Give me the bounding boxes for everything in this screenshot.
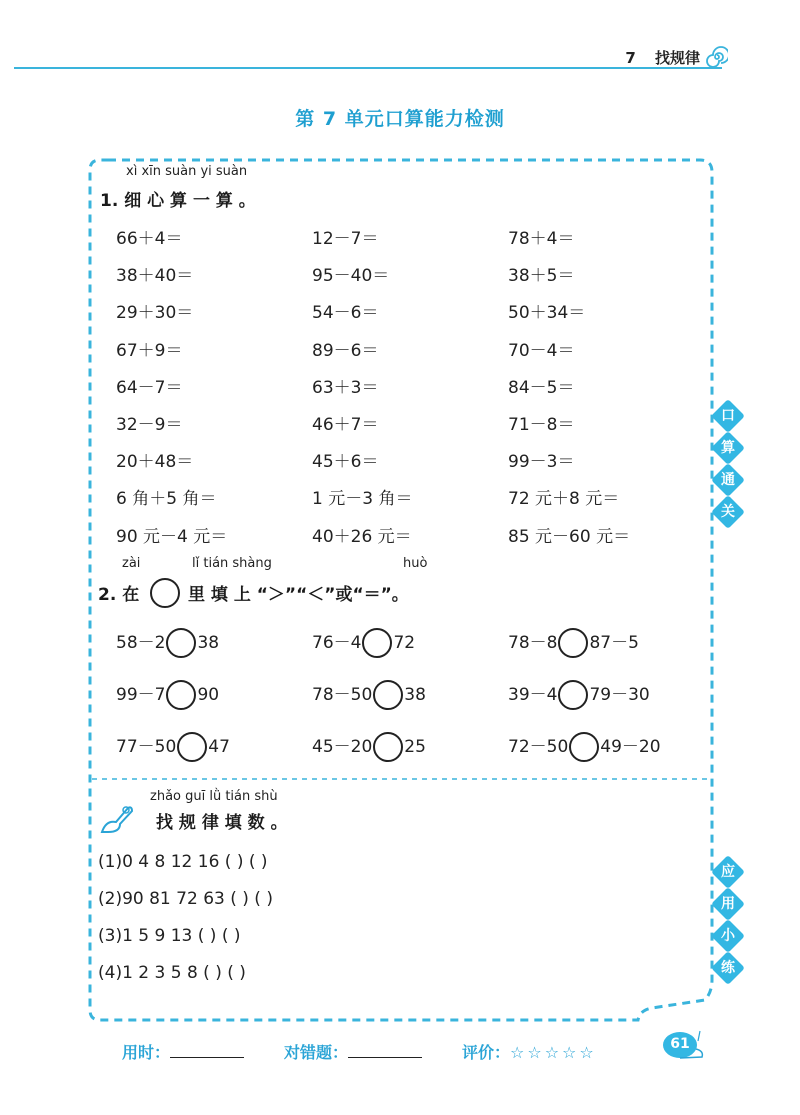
arithmetic-problem: 6 角＋5 角＝: [116, 489, 217, 510]
arithmetic-problem: 50＋34＝: [508, 303, 586, 324]
section1-heading: 1. 细 心 算 一 算 。: [100, 191, 256, 211]
errors-blank: [348, 1057, 422, 1058]
errors-field: [284, 1040, 422, 1063]
arithmetic-problem: 78＋4＝: [508, 229, 575, 249]
unit-number: 7: [625, 49, 636, 67]
arithmetic-problem: 54－6＝: [312, 303, 379, 324]
rating-label: 评价：: [462, 1043, 511, 1062]
time-blank: [170, 1057, 244, 1058]
comparison-left: 78－50: [312, 685, 373, 705]
comparison-right: 72: [393, 633, 416, 653]
arithmetic-problem: 72 元＋8 元＝: [508, 489, 620, 510]
arithmetic-problem: 29＋30＝: [116, 303, 194, 324]
arithmetic-problem: 90 元－4 元＝: [116, 526, 228, 547]
comparison-right: 49－20: [600, 737, 661, 757]
arithmetic-problem: 71－8＝: [508, 415, 575, 435]
comparison-right: 79－30: [589, 685, 650, 705]
pattern-row: (2)90 81 72 63 ( ) ( ): [98, 889, 273, 909]
rating-field: [462, 1040, 597, 1063]
answer-circle-icon: [150, 578, 180, 608]
section2-heading-suffix: 里 填 上 “＞”“＜”或“＝”。: [188, 585, 409, 605]
side-badge: 小: [711, 919, 745, 953]
comparison-problem: [312, 732, 426, 762]
comparison-problem: [508, 628, 639, 658]
answer-circle[interactable]: [166, 628, 196, 658]
arithmetic-problem: 95－40＝: [312, 266, 390, 287]
section3-heading: 找 规 律 填 数 。: [156, 813, 288, 833]
side-badge: 应: [711, 855, 745, 889]
arithmetic-problem: 70－4＝: [508, 340, 575, 361]
answer-circle[interactable]: [558, 680, 588, 710]
time-label: 用时：: [122, 1043, 171, 1062]
section2-pinyin-huo: huò: [403, 556, 428, 571]
answer-circle[interactable]: [373, 732, 403, 762]
side-badge: 练: [711, 951, 745, 985]
arithmetic-problem: 20＋48＝: [116, 452, 194, 473]
arithmetic-problem: 12－7＝: [312, 229, 379, 249]
comparison-left: 99－7: [116, 685, 166, 705]
comparison-problem: [116, 680, 219, 710]
side-badge: 口: [711, 399, 745, 433]
pencil-icon: [98, 802, 138, 836]
comparison-left: 78－8: [508, 633, 558, 653]
section1-pinyin: xì xīn suàn yi suàn: [126, 164, 248, 179]
page-title: 第 7 单元口算能力检测: [295, 108, 505, 130]
arithmetic-problem: 1 元－3 角＝: [312, 489, 413, 510]
arithmetic-problem: 67＋9＝: [116, 340, 183, 361]
arithmetic-problem: 46＋7＝: [312, 415, 379, 435]
comparison-right: 87－5: [589, 633, 639, 653]
arithmetic-problem: 84－5＝: [508, 377, 575, 398]
arithmetic-problem: 63＋3＝: [312, 377, 379, 398]
comparison-left: 58－2: [116, 633, 166, 653]
arithmetic-problem: 66＋4＝: [116, 229, 183, 249]
comparison-right: 47: [208, 737, 230, 757]
comparison-problem: [116, 732, 230, 762]
rating-stars: ☆☆☆☆☆: [510, 1043, 597, 1062]
comparison-left: 77－50: [116, 737, 177, 757]
side-badge: 通: [711, 463, 745, 497]
side-badge: 用: [711, 887, 745, 921]
comparison-problem: [312, 628, 415, 658]
comparison-left: 72－50: [508, 737, 569, 757]
side-badge: 算: [711, 431, 745, 465]
arithmetic-problem: 99－3＝: [508, 452, 575, 473]
comparison-problem: [312, 680, 426, 710]
comparison-problem: [508, 680, 650, 710]
section2-pinyin-zai: zài: [122, 556, 141, 571]
arithmetic-problem: 85 元－60 元＝: [508, 526, 631, 547]
arithmetic-problem: 64－7＝: [116, 377, 183, 398]
side-badge: 关: [711, 495, 745, 529]
arithmetic-problem: 40＋26 元＝: [312, 526, 412, 547]
arithmetic-problem: 32－9＝: [116, 415, 183, 435]
section2-heading-prefix: 2. 在: [98, 585, 140, 605]
comparison-left: 45－20: [312, 737, 373, 757]
answer-circle[interactable]: [373, 680, 403, 710]
comparison-right: 38: [197, 633, 220, 653]
unit-title: 找规律: [654, 49, 700, 67]
comparison-problem: [508, 732, 661, 762]
comparison-right: 38: [404, 685, 426, 705]
time-field: [122, 1040, 244, 1063]
answer-circle[interactable]: [569, 732, 599, 762]
arithmetic-problem: 38＋5＝: [508, 266, 575, 287]
section3-pinyin: zhǎo guī lǜ tián shù: [150, 789, 278, 804]
errors-label: 对错题：: [284, 1043, 349, 1062]
section2-pinyin-li-tian-shang: lǐ tián shàng: [192, 556, 272, 571]
page-number: 61: [670, 1036, 690, 1052]
answer-circle[interactable]: [166, 680, 196, 710]
arithmetic-problem: 45＋6＝: [312, 452, 379, 473]
pattern-row: (4)1 2 3 5 8 ( ) ( ): [98, 963, 246, 983]
pattern-row: (3)1 5 9 13 ( ) ( ): [98, 926, 241, 946]
arithmetic-problem: 89－6＝: [312, 340, 379, 361]
comparison-right: 25: [404, 737, 426, 757]
comparison-problem: [116, 628, 219, 658]
answer-circle[interactable]: [558, 628, 588, 658]
comparison-left: 39－4: [508, 685, 558, 705]
answer-circle[interactable]: [362, 628, 392, 658]
answer-circle[interactable]: [177, 732, 207, 762]
arithmetic-problem: 38＋40＝: [116, 266, 194, 287]
pattern-row: (1)0 4 8 12 16 ( ) ( ): [98, 852, 268, 872]
comparison-right: 90: [197, 685, 220, 705]
comparison-left: 76－4: [312, 633, 362, 653]
